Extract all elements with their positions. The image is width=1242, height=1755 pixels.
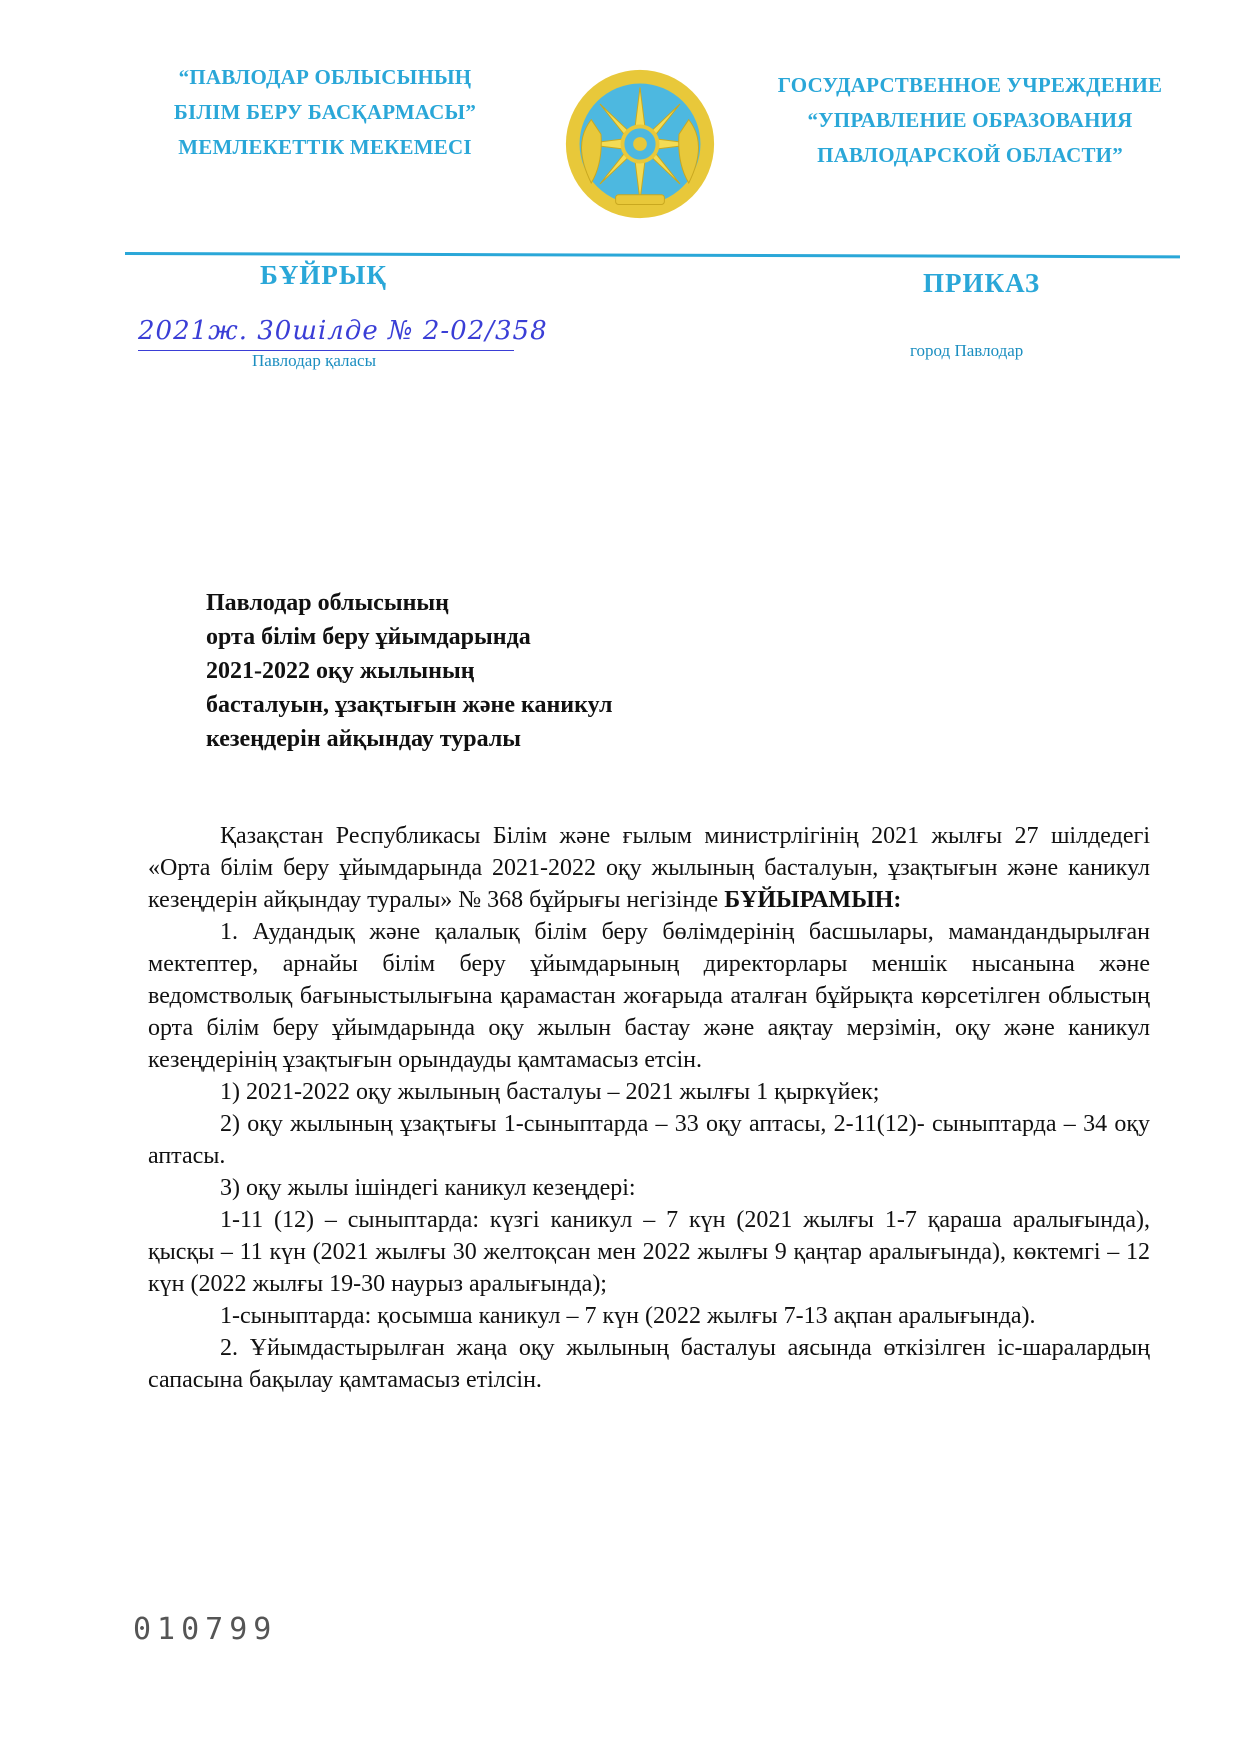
handwritten-date-number: 2021ж. 30шілде № 2-02/358: [138, 316, 548, 346]
decree-word: БҰЙЫРАМЫН:: [724, 887, 902, 913]
header-divider: [125, 252, 1180, 258]
subject-line-3: 2021-2022 оқу жылының: [206, 658, 475, 684]
order-body: [148, 820, 1150, 1396]
header-ru-line-3: ПАВЛОДАРСКОЙ ОБЛАСТИ”: [817, 143, 1123, 167]
paragraph-2: 2. Ұйымдастырылған жаңа оқу жылының басталуы аясында өткізілген іс-шаралардың сапасына бақылау қамтамасыз етілсін.: [148, 1335, 1150, 1393]
subject-line-4: басталуын, ұзақтығын және каникул: [206, 692, 613, 718]
paragraph-1-3: 3) оқу жылы ішіндегі каникул кезеңдері:: [220, 1175, 636, 1201]
document-serial-number: 010799: [133, 1612, 278, 1647]
header-ru: [740, 68, 1200, 173]
subject-line-1: Павлодар облысының: [206, 590, 449, 616]
paragraph-1-1: 1) 2021-2022 оқу жылының басталуы – 2021 жылғы 1 қыркүйек;: [220, 1079, 880, 1105]
coat-of-arms-icon: [562, 66, 718, 222]
header-kz-line-3: МЕМЛЕКЕТТІК МЕКЕМЕСІ: [178, 135, 472, 159]
order-subject: [206, 586, 612, 756]
subject-line-2: орта білім беру ұйымдарында: [206, 624, 531, 650]
paragraph-1-3b: 1-сыныптарда: қосымша каникул – 7 күн (2022 жылғы 7-13 ақпан аралығында).: [220, 1303, 1036, 1329]
city-ru: город Павлодар: [910, 341, 1024, 360]
title-ru: ПРИКАЗ: [923, 268, 1041, 298]
header-kz-line-2: БІЛІМ БЕРУ БАСҚАРМАСЫ”: [173, 100, 477, 124]
header-ru-line-2: “УПРАВЛЕНИЕ ОБРАЗОВАНИЯ: [807, 108, 1133, 132]
paragraph-1-2: 2) оқу жылының ұзақтығы 1-сыныптарда – 33 оқу аптасы, 2-11(12)- сыныптарда – 34 оқу аптасы.: [148, 1111, 1150, 1169]
header-kz: [110, 60, 540, 165]
intro-paragraph: [148, 820, 1150, 916]
paragraph-1-3a: 1-11 (12) – сыныптарда: күзгі каникул – 7 күн (2021 жылғы 1-7 қараша аралығында), қысқы – 11 күн (2021 жылғы 30 желтоқсан мен 2022 жылғы 9 қаңтар аралығында), көктемгі – 12 күн (2022 жылғы 19-30 наурыз аралығында);: [148, 1207, 1150, 1297]
header-kz-line-1: “ПАВЛОДАР ОБЛЫСЫНЫҢ: [178, 65, 472, 89]
paragraph-1: 1. Аудандық және қалалық білім беру бөлімдерінің басшылары, мамандандырылған мектептер, арнайы білім беру ұйымдарының директорлары меншік нысанына және ведомстволық бағыныстылығына қарамастан жоғарыда аталған бұйрықта көрсетілген облыстың орта білім беру ұйымдарында оқу жылын бастау және аяқтау мерзімін, оқу және каникул кезеңдерінің ұзақтығын орындауды қамтамасыз етсін.: [148, 919, 1150, 1073]
title-kz: БҰЙРЫҚ: [260, 260, 387, 290]
subject-line-5: кезеңдерін айқындау туралы: [206, 726, 522, 752]
header-ru-line-1: ГОСУДАРСТВЕННОЕ УЧРЕЖДЕНИЕ: [777, 73, 1163, 97]
intro-text: Қазақстан Республикасы Білім және ғылым министрлігінің 2021 жылғы 27 шілдедегі «Орта білім беру ұйымдарында 2021-2022 оқу жылының басталуын, ұзақтығын және каникул кезеңдерін айқындау туралы» № 368 бұйрығы негізінде: [148, 823, 1150, 913]
city-kz: Павлодар қаласы: [252, 351, 377, 370]
